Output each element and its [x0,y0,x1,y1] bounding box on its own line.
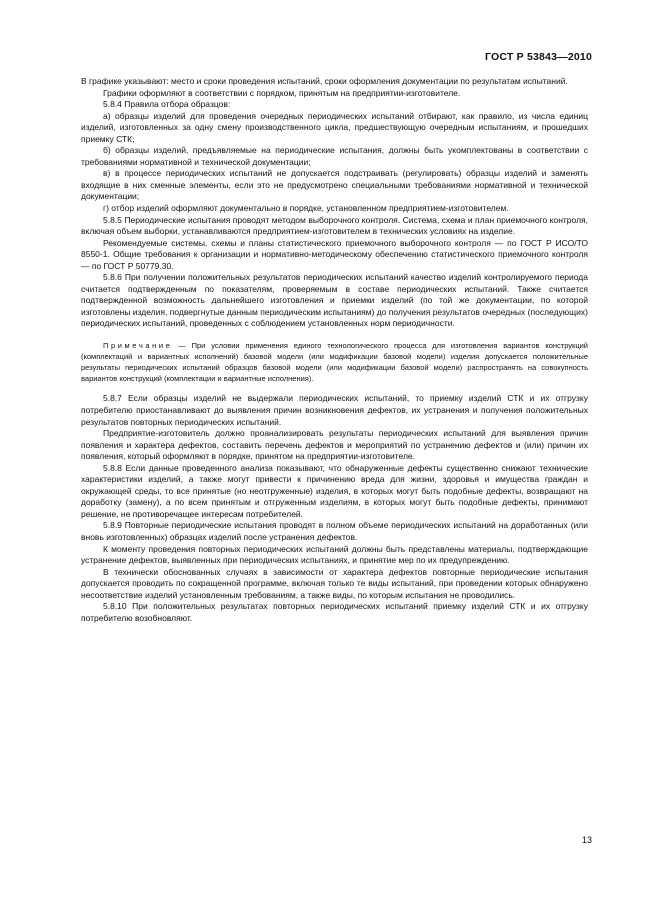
paragraph: Предприятие-изготовитель должно проанализировать результаты периодических испытаний для выявления причин появления и характера дефектов, составить перечень дефектов и мероприятий по устранению дефектов и (или) причин их появления, который оформляют в порядке, принятом на предприятии-изготовителе. [81,428,588,462]
note-text: — При условии применения единого технологического процесса для изготовления вариантов конструкций (комплектаций и вариантных исполнений) базовой модели (или модификации базовой модели) изделия допускается положительные результаты периодических испытаний образцов базовой модели (или модификации базовой модели) распространять на совокупность вариантов конструкций (комплектации и вариантные исполнения). [81,341,588,384]
note-label: Примечание [103,341,173,351]
list-item: а) образцы изделий для проведения очередных периодических испытаний отбирают, как правило, из числа единиц изделий, изготовленных за одну смену производственного цикла, предшествующую очередным испытаниям, и прошедших приемку СТК; [81,110,588,144]
list-item: в) в процессе периодических испытаний не допускается подстраивать (регулировать) образцы изделий и заменять входящие в них сменные элементы, если это не предусмотрено специальными требованиями нормативной и технической документации; [81,168,588,202]
paragraph: 5.8.6 При получении положительных результатов периодических испытаний качество изделий контролируемого периода считается подтвержденным по показателям, проверяемым в составе периодических испытаний. Также считается подтвержденной возможность дальнейшего изготовления и приемки изделий (по той же документации, по которой изготовлены изделия, подвергнутые данным периодическим испытаниям) до получения результатов очередных (последующих) периодических испытаний, проведенных с соблюдением установленных норм периодичности. [81,272,588,329]
paragraph: Графики оформляют в соответствии с порядком, принятым на предприятии-изготовителе. [103,87,461,98]
paragraph: В технически обоснованных случаях в зависимости от характера дефектов повторные периодические испытания допускается проводить по сокращенной программе, включая только те виды испытаний, при проведении которых обнаружено несоответствие изделий установленным требованиям, а также виды, по которым испытания не проводились. [81,566,588,600]
page-number: 13 [581,835,592,845]
paragraph: 5.8.5 Периодические испытания проводят методом выборочного контроля. Система, схема и план приемочного контроля, включая объем выборки, устанавливаются предприятием-изготовителем в технических условиях на изделие. [81,214,588,237]
document-body [81,76,588,624]
clause-heading: 5.8.4 Правила отбора образцов: [103,99,231,110]
paragraph: Рекомендуемые системы, схемы и планы статистического приемочного выборочного контроля — по ГОСТ Р ИСО/ТО 8550-1. Общие требования к организации и нормативно-методическому обеспечению статистического приемочного контроля — по ГОСТ Р 50779.30. [81,237,588,271]
list-item: б) образцы изделий, предъявляемые на периодические испытания, должны быть укомплектованы в соответствии с требованиями нормативной и технической документации; [81,145,588,167]
standard-header: ГОСТ Р 53843—2010 [484,51,592,63]
paragraph: 5.8.7 Если образцы изделий не выдержали периодических испытаний, то приемку изделий СТК и их отгрузку потребителю приостанавливают до выявления причин возникновения дефектов, их устранения и получения положительных результатов повторных периодических испытаний. [81,393,588,427]
paragraph: 5.8.9 Повторные периодические испытания проводят в полном объеме периодических испытаний на доработанных (или вновь изготовленных) образцах изделий после устранения дефектов. [81,520,588,542]
paragraph: 5.8.8 Если данные проведенного анализа показывают, что обнаруженные дефекты существенно снижают технические характеристики изделий, а также могут привести к причинению вреда для жизни, здоровья и имущества граждан и окружающей среды, то все принятые (но неотгруженные) изделия, в которых могут быть подобные дефекты, возвращают на доработку (замену), а по всем принятым и отгруженным изделиям, в которых могут быть подобные дефекты, принимают решение, не противоречащее интересам потребителей. [81,462,588,519]
paragraph: В графике указывают: место и сроки проведения испытаний, сроки оформления документации по результатам испытаний. [81,76,568,86]
paragraph: 5.8.10 При положительных результатах повторных периодических испытаний приемку изделий СТК и их отгрузку потребителю возобновляют. [81,601,588,623]
paragraph: К моменту проведения повторных периодических испытаний должны быть представлены материалы, подтверждающие устранение дефектов, выявленных при периодических испытаниях, и принятие мер по их предупреждению. [81,543,588,566]
list-item: г) отбор изделий оформляют документально в порядке, установленном предприятием-изготовителем. [103,203,509,214]
note-block [81,340,588,384]
